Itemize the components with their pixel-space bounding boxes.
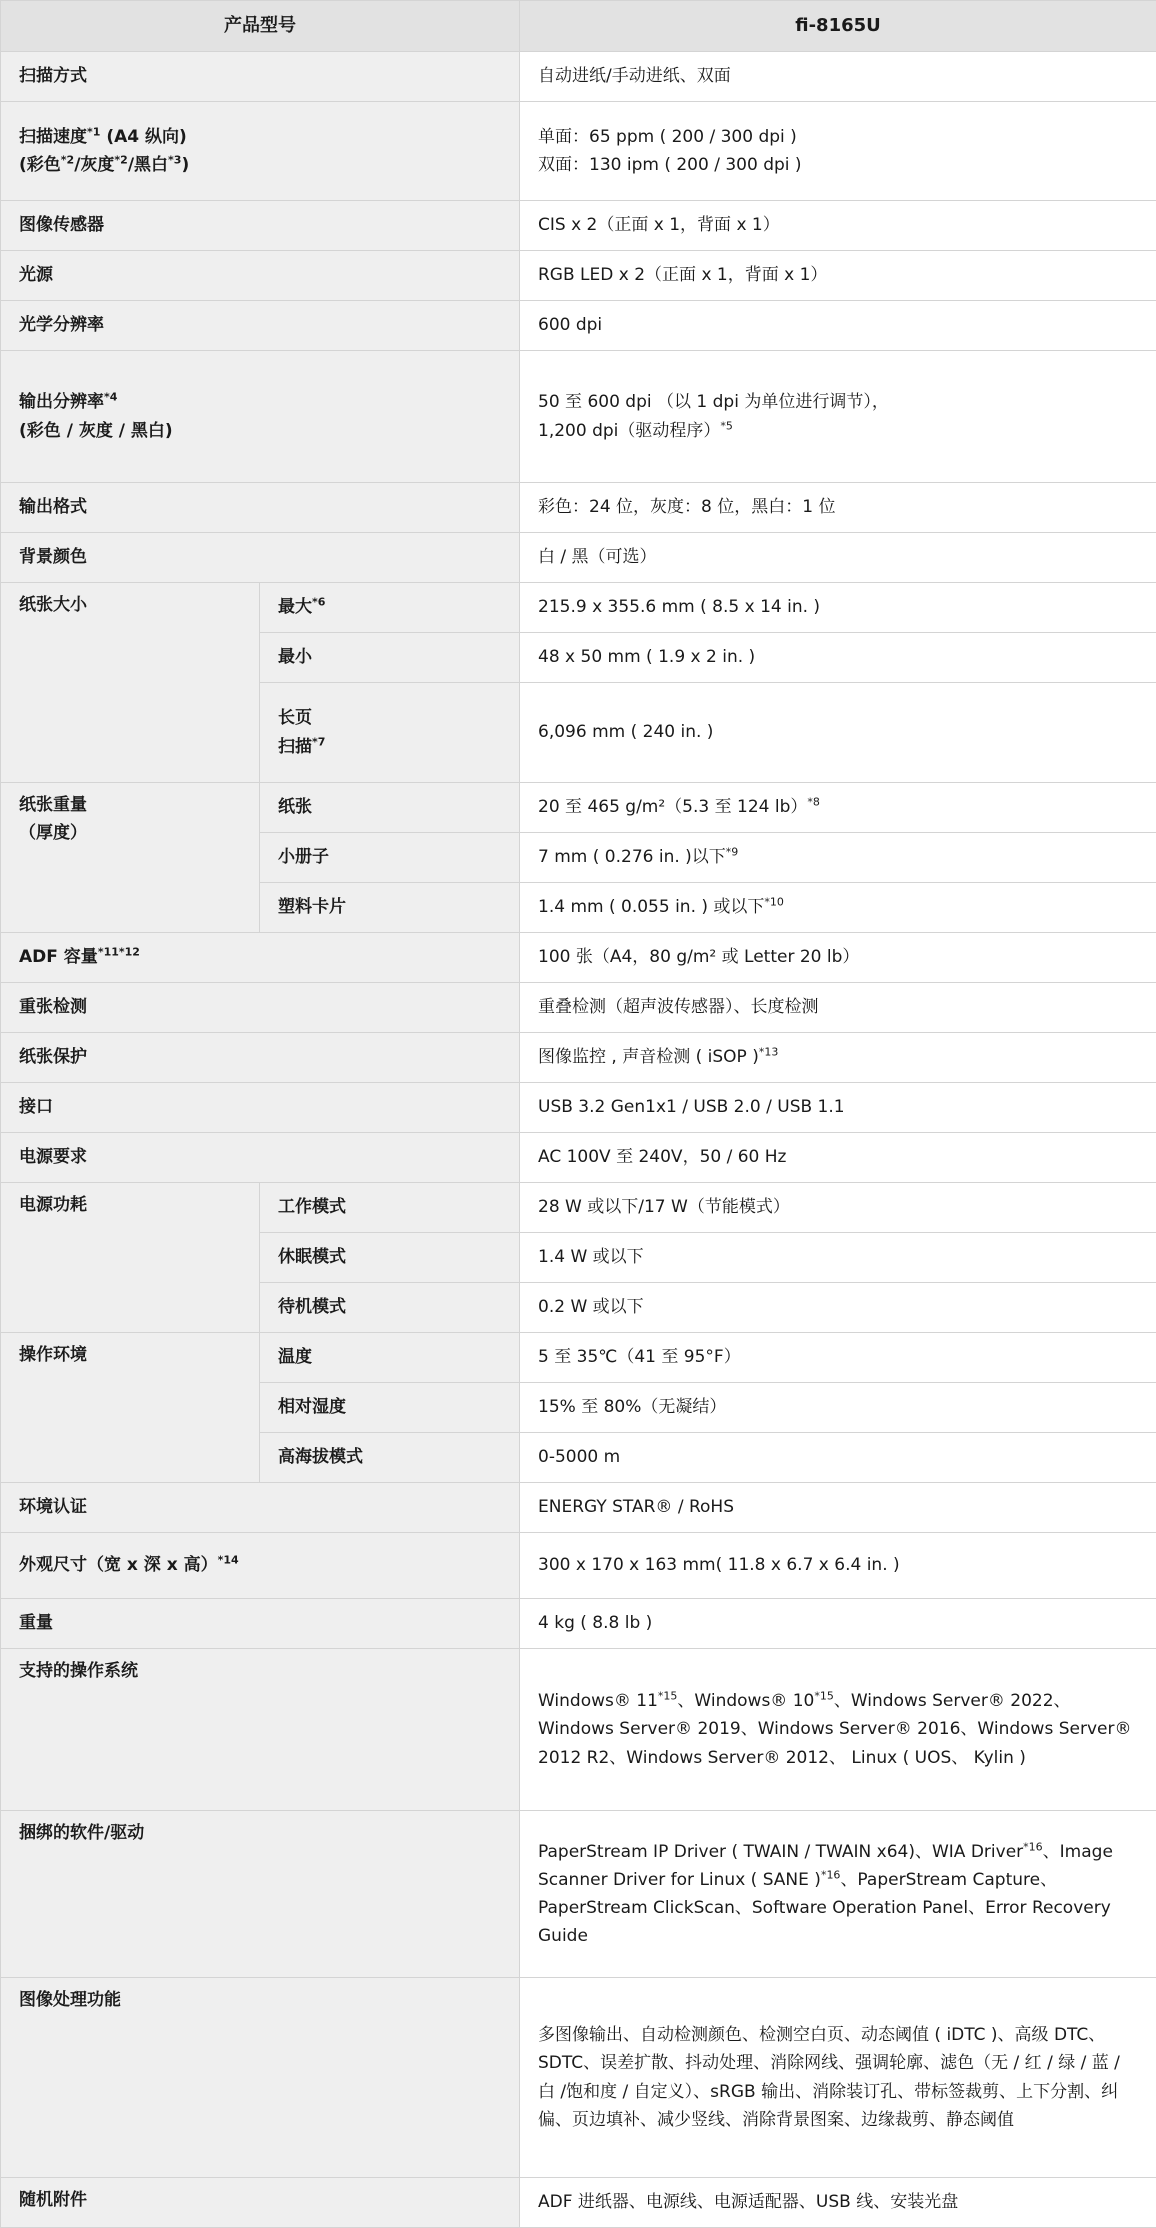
label-text: 扫描速度 <box>19 127 87 147</box>
table-row <box>1 1483 1156 1533</box>
table-row <box>1 301 1156 351</box>
row-label: 重量 <box>1 1599 520 1649</box>
row-value: ENERGY STAR® / RoHS <box>520 1483 1156 1533</box>
row-value: 300 x 170 x 163 mm( 11.8 x 6.7 x 6.4 in. ) <box>520 1533 1156 1599</box>
footnote-mark: *15 <box>658 1690 678 1703</box>
value-line: 单面：65 ppm ( 200 / 300 dpi ) <box>538 123 1138 151</box>
table-row <box>1 533 1156 583</box>
row-label: 支持的操作系统 <box>1 1649 520 1811</box>
row-value: 20 至 465 g/m²（5.3 至 124 lb）$^{*8}$ <box>520 783 1156 833</box>
row-value: AC 100V 至 240V，50 / 60 Hz <box>520 1133 1156 1183</box>
row-label: 光学分辨率 <box>1 301 520 351</box>
table-row <box>1 251 1156 301</box>
table-row <box>1 1133 1156 1183</box>
table-row <box>1 1599 1156 1649</box>
row-label: 重张检测 <box>1 983 520 1033</box>
row-label: 纸张保护 <box>1 1033 520 1083</box>
row-value: 6,096 mm ( 240 in. ) <box>520 683 1156 783</box>
table-row <box>1 1183 1156 1233</box>
row-label: 操作环境 <box>1 1333 260 1483</box>
label-text: 输出分辨率 <box>19 392 104 412</box>
row-label: 捆绑的软件/驱动 <box>1 1811 520 1978</box>
label-text: /黑白 <box>128 155 168 175</box>
label-text: ) <box>181 155 189 175</box>
row-value <box>520 102 1156 201</box>
table-row <box>1 201 1156 251</box>
table-row <box>1 1033 1156 1083</box>
sub-label: 纸张 <box>260 783 520 833</box>
row-label <box>1 102 520 201</box>
row-label: 随机附件 <box>1 2178 520 2228</box>
footnote-mark: *8 <box>807 796 820 809</box>
table-row <box>1 2178 1156 2228</box>
footnote-mark: *4 <box>104 391 117 404</box>
row-value: 图像监控 , 声音检测 ( iSOP )$^{*13}$ <box>520 1033 1156 1083</box>
table-row <box>1 52 1156 102</box>
row-value: USB 3.2 Gen1x1 / USB 2.0 / USB 1.1 <box>520 1083 1156 1133</box>
footnote-mark: *14 <box>218 1554 239 1567</box>
row-label: 纸张大小 <box>1 583 260 783</box>
row-label: 图像处理功能 <box>1 1978 520 2178</box>
footnote-mark: *1 <box>87 125 100 138</box>
row-value: RGB LED x 2（正面 x 1，背面 x 1） <box>520 251 1156 301</box>
table-row <box>1 351 1156 483</box>
row-value: 5 至 35℃（41 至 95°F） <box>520 1333 1156 1383</box>
label-text: /灰度 <box>74 155 114 175</box>
footnote-mark: *9 <box>726 846 739 859</box>
label-text: (彩色 / 灰度 / 黑白) <box>19 417 501 445</box>
sub-label: 温度 <box>260 1333 520 1383</box>
sub-label: 高海拔模式 <box>260 1433 520 1483</box>
sub-label: 最小 <box>260 633 520 683</box>
row-value: 48 x 50 mm ( 1.9 x 2 in. ) <box>520 633 1156 683</box>
row-value: 重叠检测（超声波传感器）、长度检测 <box>520 983 1156 1033</box>
row-value: 1.4 mm ( 0.055 in. ) 或以下$^{*10}$ <box>520 883 1156 933</box>
footnote-mark: *16 <box>1023 1840 1043 1853</box>
row-label: 扫描方式 <box>1 52 520 102</box>
row-value: 白 / 黑（可选） <box>520 533 1156 583</box>
table-row <box>1 1533 1156 1599</box>
row-label: 电源功耗 <box>1 1183 260 1333</box>
row-label <box>1 351 520 483</box>
footnote-mark: *5 <box>720 419 733 432</box>
row-value: 28 W 或以下/17 W（节能模式） <box>520 1183 1156 1233</box>
sub-label: 最大$^{*6}$ <box>260 583 520 633</box>
row-label: 输出格式 <box>1 483 520 533</box>
value-line: 1,200 dpi（驱动程序） <box>538 421 720 441</box>
footnote-mark: *10 <box>764 896 784 909</box>
footnote-mark: *11*12 <box>98 946 140 959</box>
table-row <box>1 1649 1156 1811</box>
footnote-mark: *6 <box>312 596 325 609</box>
sub-label: 小册子 <box>260 833 520 883</box>
row-value: 215.9 x 355.6 mm ( 8.5 x 14 in. ) <box>520 583 1156 633</box>
table-row <box>1 933 1156 983</box>
sub-label: 长页 扫描$^{*7}$ <box>260 683 520 783</box>
row-value: Windows® 11$^{*15}$、Windows® 10$^{*15}$、Windows Server® 2022、Windows Server® 2019、Windows Server® 2016、Windows Server® 2012 R2、Windows Server® 2012、 Linux ( UOS、 Kylin ) <box>520 1649 1156 1811</box>
table-row <box>1 583 1156 633</box>
row-label: 接口 <box>1 1083 520 1133</box>
row-value: 100 张（A4，80 g/m² 或 Letter 20 lb） <box>520 933 1156 983</box>
table-row <box>1 483 1156 533</box>
table-row <box>1 102 1156 201</box>
footnote-mark: *13 <box>759 1046 779 1059</box>
row-label: 图像传感器 <box>1 201 520 251</box>
footnote-mark: *15 <box>814 1690 834 1703</box>
table-row <box>1 1978 1156 2178</box>
row-value: 15% 至 80%（无凝结） <box>520 1383 1156 1433</box>
row-label: 电源要求 <box>1 1133 520 1183</box>
row-value: 600 dpi <box>520 301 1156 351</box>
model-label: 产品型号 <box>1 1 520 52</box>
row-label: 纸张重量 （厚度） <box>1 783 260 933</box>
value-line: 双面：130 ipm ( 200 / 300 dpi ) <box>538 151 1138 179</box>
label-text: (彩色 <box>19 155 61 175</box>
footnote-mark: *3 <box>168 153 181 166</box>
row-value: 7 mm ( 0.276 in. )以下$^{*9}$ <box>520 833 1156 883</box>
row-value: ADF 进纸器、电源线、电源适配器、USB 线、安装光盘 <box>520 2178 1156 2228</box>
row-label: ADF 容量$^{*11*12}$ <box>1 933 520 983</box>
row-value: 0-5000 m <box>520 1433 1156 1483</box>
row-label: 背景颜色 <box>1 533 520 583</box>
sub-label: 相对湿度 <box>260 1383 520 1433</box>
row-label: 光源 <box>1 251 520 301</box>
row-value: 自动进纸/手动进纸、双面 <box>520 52 1156 102</box>
row-value: 多图像输出、自动检测颜色、检测空白页、动态阈值 ( iDTC )、高级 DTC、SDTC、误差扩散、抖动处理、消除网线、强调轮廓、滤色（无 / 红 / 绿 / 蓝 / 白 /饱和度 / 自定义）、sRGB 输出、消除装订孔、带标签裁剪、上下分割、纠偏、页边填补、减少竖线、消除背景图案、边缘裁剪、静态阈值 <box>520 1978 1156 2178</box>
model-name: fi-8165U <box>520 1 1156 52</box>
table-row <box>1 1811 1156 1978</box>
footnote-mark: *2 <box>114 153 127 166</box>
sub-label: 待机模式 <box>260 1283 520 1333</box>
row-value: 0.2 W 或以下 <box>520 1283 1156 1333</box>
table-row <box>1 1083 1156 1133</box>
sub-label: 工作模式 <box>260 1183 520 1233</box>
label-text: (A4 纵向) <box>100 127 186 147</box>
row-value: CIS x 2（正面 x 1，背面 x 1） <box>520 201 1156 251</box>
footnote-mark: *2 <box>61 153 74 166</box>
header-row <box>1 1 1156 52</box>
row-label: 环境认证 <box>1 1483 520 1533</box>
table-row <box>1 983 1156 1033</box>
row-value: 彩色：24 位，灰度：8 位，黑白：1 位 <box>520 483 1156 533</box>
sub-label: 休眠模式 <box>260 1233 520 1283</box>
footnote-mark: *16 <box>821 1868 841 1881</box>
footnote-mark: *7 <box>312 735 325 748</box>
row-value: 4 kg ( 8.8 lb ) <box>520 1599 1156 1649</box>
table-row <box>1 1333 1156 1383</box>
row-value <box>520 351 1156 483</box>
table-row <box>1 783 1156 833</box>
row-value: 1.4 W 或以下 <box>520 1233 1156 1283</box>
row-value: PaperStream IP Driver ( TWAIN / TWAIN x64)、WIA Driver$^{*16}$、Image Scanner Driver for Linux ( SANE )$^{*16}$、PaperStream Capture、PaperStream ClickScan、Software Operation Panel、Error Recovery Guide <box>520 1811 1156 1978</box>
value-line: 50 至 600 dpi （以 1 dpi 为单位进行调节）， <box>538 388 1138 416</box>
sub-label: 塑料卡片 <box>260 883 520 933</box>
row-label: 外观尺寸（宽 x 深 x 高）$^{*14}$ <box>1 1533 520 1599</box>
